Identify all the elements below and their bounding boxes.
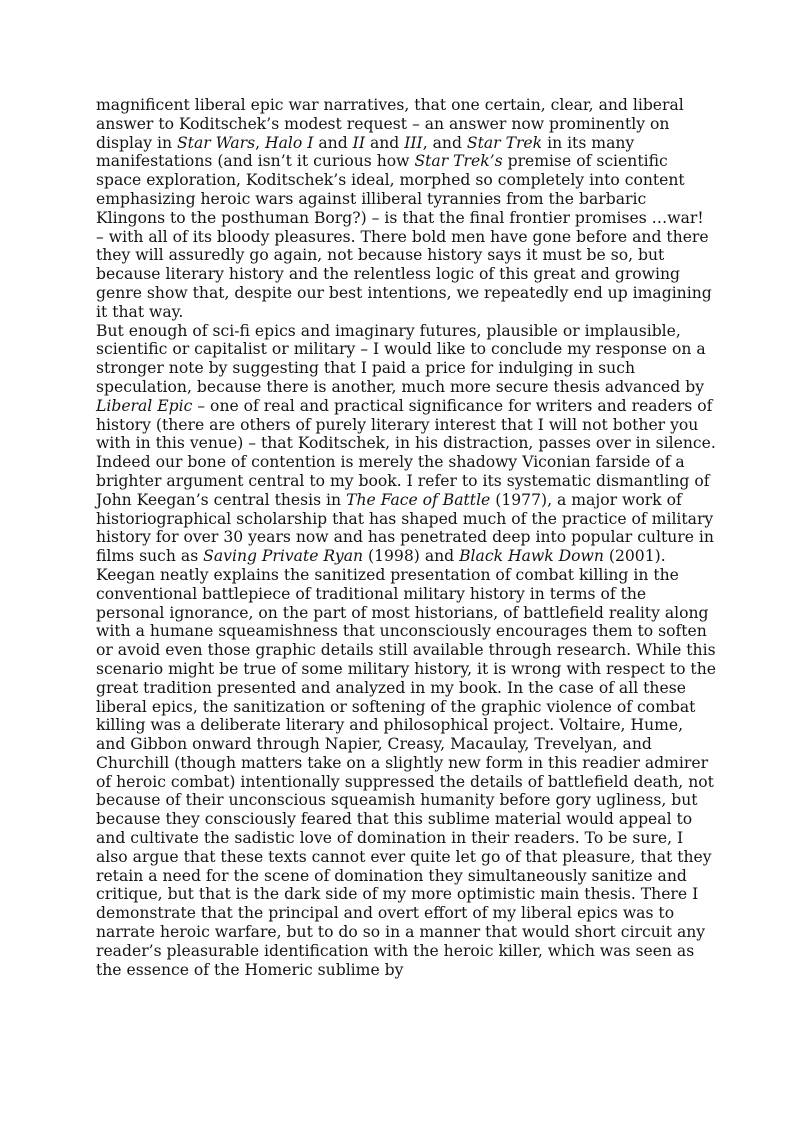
- paragraph-text: in its many manifestations (and isn’t it curious how: [96, 133, 635, 171]
- italic-title-text: III: [404, 133, 423, 152]
- italic-title-text: Star Wars: [177, 133, 256, 152]
- paragraph-text: magnificent liberal epic war narratives, that one certain, clear, and liberal answer to Koditschek’s modest request – an answer now prominently on display in: [96, 96, 684, 152]
- paragraph-text: But enough of sci-fi epics and imaginary futures, plausible or implausible, scientific or capitalist or military – I would like to conclude my response on a stronger note by suggesting that I paid a price for indulging in such speculation, because there is another, much more secure thesis advanced by: [96, 321, 706, 396]
- italic-title-text: II: [352, 133, 365, 152]
- italic-title-text: Saving Private Ryan: [203, 547, 364, 566]
- document-body: [96, 96, 716, 979]
- paragraph-text: and: [313, 133, 353, 152]
- italic-title-text: Star Trek’s: [414, 152, 503, 171]
- paragraph: [96, 96, 716, 322]
- italic-title-text: Star Trek: [466, 133, 543, 152]
- paragraph-text: ,: [255, 133, 266, 152]
- paragraph-text: (1977), a major work of historiographical scholarship that has shaped much of the practice of military history for over 30 years now and has penetrated deep into popular culture in films such as: [96, 490, 714, 566]
- italic-title-text: The Face of Battle: [346, 490, 491, 509]
- italic-title-text: Halo I: [265, 133, 314, 152]
- paragraph-text: and: [364, 133, 405, 152]
- paragraph-text: premise of scientific space exploration, Koditschek’s ideal, morphed so completely into content emphasizing heroic wars against illiberal tyrannies from the barbaric Klingons to the posthuman Borg?) – is that the final frontier promises …war! – with all of its bloody pleasures. There bold men have gone before and there they will assuredly go again, not because history says it must be so, but because literary history and the relentless logic of this great and growing genre show that, despite our best intentions, we repeatedly end up imagining it that way.: [96, 152, 712, 321]
- italic-title-text: Black Hawk Down: [459, 547, 604, 566]
- italic-title-text: Liberal Epic: [96, 396, 193, 415]
- paragraph-text: , and: [422, 133, 467, 152]
- paragraph: [96, 322, 716, 980]
- paragraph-text: – one of real and practical significance for writers and readers of history (there are others of purely literary interest that I will not bother you with in this venue) – that Koditschek, in his distraction, passes over in silence. Indeed our bone of contention is merely the shadowy Viconian farside of a brighter argument central to my book. I refer to its systematic dismantling of John Keegan’s central thesis in: [96, 396, 716, 509]
- paragraph-text: (2001). Keegan neatly explains the sanitized presentation of combat killing in the conventional battlepiece of traditional military history in terms of the personal ignorance, on the part of most historians, of battlefield reality along with a humane squeamishness that unconsciously encourages them to soften or avoid even those graphic details still available through research. While this scenario might be true of some military history, it is wrong with respect to the great tradition presented and analyzed in my book. In the case of all these liberal epics, the sanitization or softening of the graphic violence of combat killing was a deliberate literary and philosophical project. Voltaire, Hume, and Gibbon onward through Napier, Creasy, Macaulay, Trevelyan, and Churchill (though matters take on a slightly new form in this readier admirer of heroic combat) intentionally suppressed the details of battlefield death, not because of their unconscious squeamish humanity before gory ugliness, but because they consciously feared that this sublime material would appeal to and cultivate the sadistic love of domination in their readers. To be sure, I also argue that these texts cannot ever quite let go of that pleasure, that they retain a need for the scene of domination they simultaneously sanitize and critique, but that is the dark side of my more optimistic main thesis. There I demonstrate that the principal and overt effort of my liberal epics was to narrate heroic warfare, but to do so in a manner that would short circuit any reader’s pleasurable identification with the heroic killer, which was seen as the essence of the Homeric sublime by: [96, 547, 716, 979]
- paragraph-text: (1998) and: [363, 547, 460, 566]
